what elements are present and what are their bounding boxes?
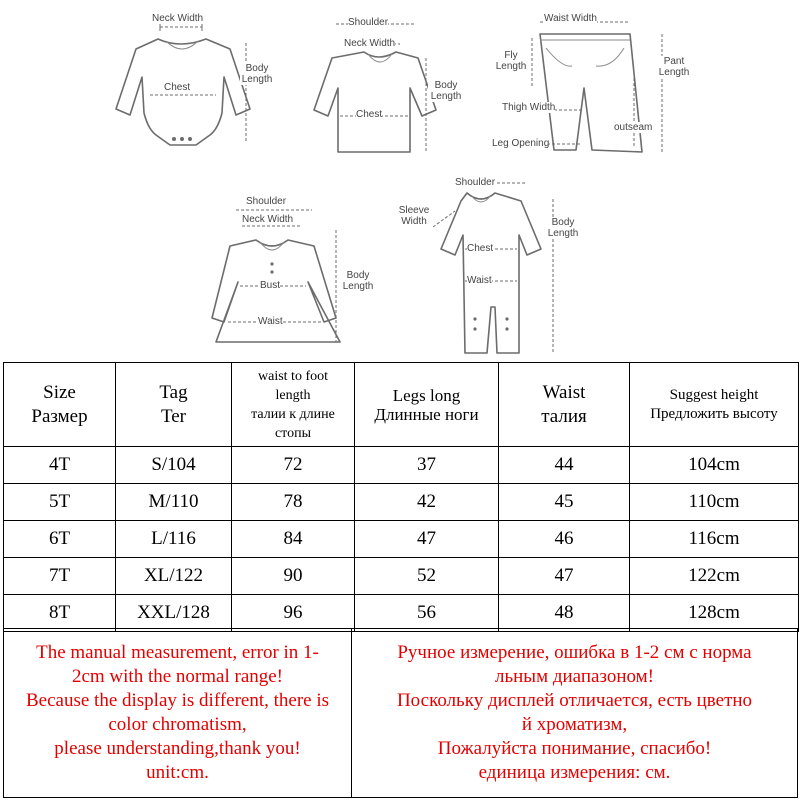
- header-line: Legs long: [392, 385, 461, 405]
- cell-size: 7T: [4, 558, 116, 595]
- table-row: [4, 595, 799, 632]
- cell-waist: 44: [499, 447, 630, 484]
- dress-neck-width-label: Neck Width: [242, 214, 294, 225]
- cell-legs-long: 37: [355, 447, 499, 484]
- cell-height: 110cm: [630, 484, 799, 521]
- cell-waist: 48: [499, 595, 630, 632]
- note-line: Because the display is different, there is: [25, 690, 330, 711]
- romper-diagram: [395, 175, 595, 357]
- pants-outseam-label: outseam: [614, 122, 653, 133]
- note-line: The manual measurement, error in 1-: [36, 642, 319, 663]
- dress-shoulder-label: Shoulder: [246, 196, 287, 207]
- header-line: length: [275, 387, 311, 403]
- romper-sleeve-width-label: Sleeve Width: [395, 205, 433, 227]
- cell-waist: 47: [499, 558, 630, 595]
- cell-legs-long: 42: [355, 484, 499, 521]
- romper-waist-label: Waist: [467, 275, 492, 286]
- header-line: Waist: [542, 381, 586, 403]
- top-neck-width-label: Neck Width: [344, 38, 396, 49]
- note-line: please understanding,thank you!: [54, 738, 301, 759]
- bodysuit-body-length-label: Body Length: [241, 63, 273, 85]
- dress-waist-label: Waist: [258, 316, 283, 327]
- cell-waist: 45: [499, 484, 630, 521]
- romper-body-length-label: Body Length: [543, 217, 583, 239]
- cell-tag: L/116: [116, 521, 232, 558]
- cell-tag: M/110: [116, 484, 232, 521]
- header-line: Tag: [159, 381, 188, 403]
- bodysuit-neck-width-label: Neck Width: [152, 13, 204, 24]
- cell-height: 116cm: [630, 521, 799, 558]
- header-line: талии к длине: [251, 406, 335, 422]
- dress-bust-label: Bust: [260, 280, 281, 291]
- table-header-row: [4, 363, 799, 447]
- header-waist-to-foot: [232, 363, 355, 447]
- header-line: Размер: [31, 405, 88, 427]
- note-line: Ручное измерение, ошибка в 1-2 см с норма: [397, 642, 752, 663]
- pants-leg-opening-label: Leg Opening: [492, 138, 550, 149]
- cell-legs-long: 47: [355, 521, 499, 558]
- russian-note: [351, 628, 798, 798]
- cell-waist-to-foot: 84: [232, 521, 355, 558]
- note-line: Поскольку дисплей отличается, есть цветно: [396, 690, 753, 711]
- table-row: [4, 558, 799, 595]
- cell-waist-to-foot: 78: [232, 484, 355, 521]
- romper-shoulder-label: Shoulder: [455, 177, 496, 188]
- header-line: Size: [43, 381, 76, 403]
- note-line: Пожалуйста понимание, спасибо!: [437, 738, 712, 759]
- cell-size: 6T: [4, 521, 116, 558]
- cell-tag: S/104: [116, 447, 232, 484]
- header-line: талия: [541, 405, 587, 427]
- cell-size: 5T: [4, 484, 116, 521]
- pants-fly-length-label: Fly Length: [495, 50, 527, 72]
- cell-legs-long: 52: [355, 558, 499, 595]
- romper-chest-label: Chest: [467, 243, 494, 254]
- cell-waist-to-foot: 72: [232, 447, 355, 484]
- top-chest-label: Chest: [356, 109, 383, 120]
- cell-height: 122cm: [630, 558, 799, 595]
- cell-tag: XXL/128: [116, 595, 232, 632]
- header-line: Ter: [160, 405, 187, 427]
- cell-size: 4T: [4, 447, 116, 484]
- measurement-notes: [3, 628, 798, 800]
- table-row: [4, 447, 799, 484]
- header-line: Длинные ноги: [374, 404, 479, 424]
- top-shoulder-label: Shoulder: [348, 17, 389, 28]
- note-line: 2cm with the normal range!: [71, 666, 284, 687]
- pants-waist-width-label: Waist Width: [544, 13, 597, 24]
- header-line: waist to foot: [258, 368, 328, 384]
- header-size: [4, 363, 116, 447]
- top-body-length-label: Body Length: [428, 80, 464, 102]
- pants-diagram: [492, 8, 702, 158]
- note-line: льным диапазоном!: [494, 666, 655, 687]
- header-suggest-height: [630, 363, 799, 447]
- english-note: [3, 628, 352, 798]
- pants-pant-length-label: Pant Length: [654, 56, 694, 78]
- measurement-diagrams: [0, 0, 800, 362]
- bodysuit-chest-label: Chest: [164, 82, 191, 93]
- header-legs-long: [355, 363, 499, 447]
- table-row: [4, 521, 799, 558]
- cell-size: 8T: [4, 595, 116, 632]
- cell-height: 104cm: [630, 447, 799, 484]
- header-waist: [499, 363, 630, 447]
- header-tag: [116, 363, 232, 447]
- header-line: Предложить высоту: [650, 405, 778, 422]
- cell-waist-to-foot: 90: [232, 558, 355, 595]
- table-row: [4, 484, 799, 521]
- header-line: стопы: [274, 425, 312, 441]
- romper-drawing: [395, 175, 595, 357]
- cell-tag: XL/122: [116, 558, 232, 595]
- header-line: Suggest height: [669, 386, 759, 403]
- note-line: й хроматизм,: [521, 714, 628, 735]
- dress-diagram: [218, 192, 388, 354]
- note-line: единица измерения: см.: [478, 762, 671, 783]
- size-chart-table: [3, 362, 799, 632]
- note-line: color chromatism,: [108, 714, 247, 735]
- cell-height: 128cm: [630, 595, 799, 632]
- top-diagram: [318, 8, 468, 158]
- dress-body-length-label: Body Length: [340, 270, 376, 292]
- note-line: unit:cm.: [146, 762, 209, 783]
- pants-thigh-width-label: Thigh Width: [502, 102, 556, 113]
- cell-waist: 46: [499, 521, 630, 558]
- bodysuit-diagram: [100, 5, 280, 157]
- cell-legs-long: 56: [355, 595, 499, 632]
- cell-waist-to-foot: 96: [232, 595, 355, 632]
- pants-drawing: [492, 8, 702, 158]
